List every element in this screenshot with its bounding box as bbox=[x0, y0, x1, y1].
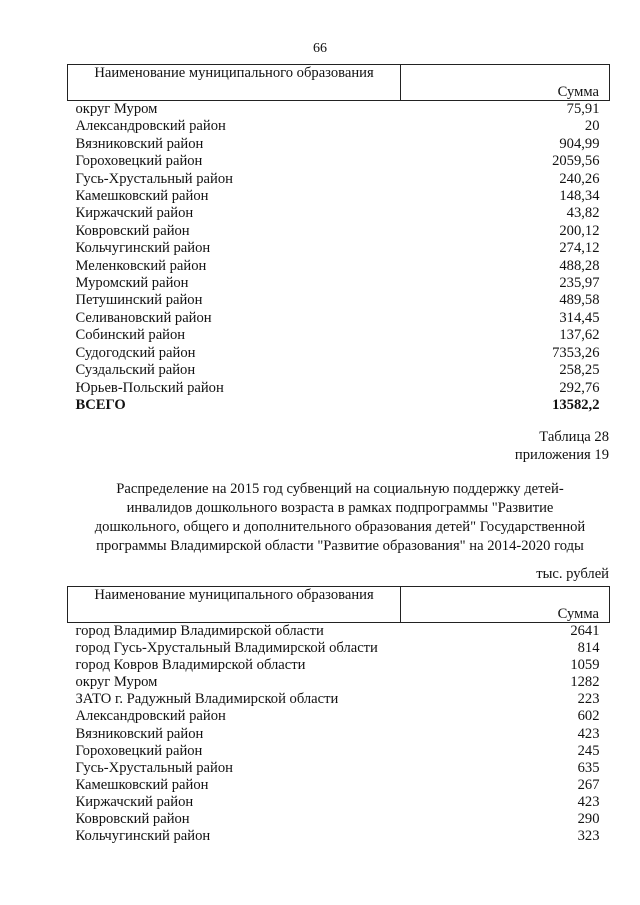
table-row bbox=[68, 657, 610, 674]
heading-line: инвалидов дошкольного возраста в рамках подпрограммы "Развитие bbox=[126, 500, 554, 516]
municipality-name: Юрьев-Польский район bbox=[75, 379, 224, 396]
municipality-name: Меленковский район bbox=[75, 257, 207, 274]
table-row bbox=[68, 327, 610, 344]
table-row bbox=[68, 623, 610, 641]
amount-value: 489,58 bbox=[559, 292, 600, 309]
heading-line: дошкольного, общего и дополнительного образования детей" Государственной bbox=[94, 519, 586, 535]
municipality-name: Гусь-Хрустальный район bbox=[75, 759, 233, 776]
appendix-reference: приложения 19 bbox=[514, 447, 609, 463]
municipality-name: город Владимир Владимирской области bbox=[75, 623, 324, 639]
table-number: Таблица 28 bbox=[539, 429, 609, 445]
page-number: 66 bbox=[313, 41, 327, 56]
municipality-name: Кольчугинский район bbox=[75, 240, 211, 257]
table-row bbox=[68, 811, 610, 828]
municipality-name: Ковровский район bbox=[75, 811, 190, 828]
municipality-name: Гороховецкий район bbox=[75, 742, 203, 759]
table-row bbox=[68, 708, 610, 725]
amount-value: 200,12 bbox=[559, 222, 600, 239]
table-row bbox=[68, 240, 610, 257]
units-label: тыс. рублей bbox=[536, 566, 609, 582]
amount-value: 137,62 bbox=[559, 327, 600, 344]
table-row bbox=[68, 362, 610, 379]
municipality-name: Собинский район bbox=[75, 327, 186, 344]
amount-value: 2059,56 bbox=[552, 153, 600, 170]
column-header-name: Наименование муниципального образования bbox=[68, 65, 401, 101]
table-row bbox=[68, 292, 610, 309]
amount-value: 814 bbox=[577, 640, 600, 657]
municipality-name: округ Муром bbox=[75, 101, 158, 117]
table-row bbox=[68, 101, 610, 119]
table-row bbox=[68, 777, 610, 794]
table-row bbox=[68, 743, 610, 760]
table-body bbox=[68, 623, 610, 846]
amount-value: 43,82 bbox=[566, 205, 600, 222]
table-heading bbox=[60, 480, 620, 556]
amount-value: 2641 bbox=[570, 623, 600, 639]
heading-line: Распределение на 2015 год субвенций на социальную поддержку детей- bbox=[116, 481, 564, 497]
table-row bbox=[68, 691, 610, 708]
municipality-name: Александровский район bbox=[75, 118, 226, 135]
table-row bbox=[68, 258, 610, 275]
amount-value: 292,76 bbox=[559, 379, 600, 396]
municipality-name: Селивановский район bbox=[75, 309, 212, 326]
table-row bbox=[68, 345, 610, 362]
table-caption bbox=[515, 428, 609, 464]
column-header-sum: Сумма bbox=[401, 65, 610, 101]
table-row bbox=[68, 760, 610, 777]
amount-value: 258,25 bbox=[559, 362, 600, 379]
total-label: ВСЕГО bbox=[75, 396, 126, 413]
municipality-name: Вязниковский район bbox=[75, 725, 204, 742]
amount-value: 245 bbox=[577, 742, 600, 759]
table-row bbox=[68, 310, 610, 327]
municipality-name: город Гусь-Хрустальный Владимирской области bbox=[75, 640, 378, 657]
municipality-name: Вязниковский район bbox=[75, 135, 204, 152]
municipality-name: Александровский район bbox=[75, 708, 226, 725]
amount-value: 223 bbox=[577, 691, 600, 708]
table-row bbox=[68, 380, 610, 397]
amount-value: 1059 bbox=[570, 657, 600, 674]
column-header-sum: Сумма bbox=[401, 587, 610, 623]
amount-value: 1282 bbox=[570, 674, 600, 691]
total-row bbox=[68, 397, 610, 414]
amount-value: 314,45 bbox=[559, 309, 600, 326]
municipality-name: Ковровский район bbox=[75, 222, 190, 239]
total-value: 13582,2 bbox=[552, 396, 600, 413]
amount-value: 235,97 bbox=[559, 275, 600, 292]
subsidy-table-2 bbox=[67, 586, 610, 845]
municipality-name: округ Муром bbox=[75, 674, 158, 691]
table-row bbox=[68, 674, 610, 691]
subsidy-table-1 bbox=[67, 64, 610, 414]
table-row bbox=[68, 726, 610, 743]
amount-value: 904,99 bbox=[559, 135, 600, 152]
municipality-name: Кольчугинский район bbox=[75, 828, 211, 845]
table-row bbox=[68, 640, 610, 657]
table-row bbox=[68, 153, 610, 170]
amount-value: 488,28 bbox=[559, 257, 600, 274]
amount-value: 423 bbox=[577, 793, 600, 810]
table-row bbox=[68, 275, 610, 292]
table-body bbox=[68, 101, 610, 415]
table-row bbox=[68, 171, 610, 188]
municipality-name: Киржачский район bbox=[75, 205, 194, 222]
municipality-name: Судогодский район bbox=[75, 344, 196, 361]
municipality-name: ЗАТО г. Радужный Владимирской области bbox=[75, 691, 339, 708]
municipality-name: Муромский район bbox=[75, 275, 189, 292]
municipality-name: Камешковский район bbox=[75, 188, 209, 205]
municipality-name: Петушинский район bbox=[75, 292, 203, 309]
table-row bbox=[68, 794, 610, 811]
municipality-name: город Ковров Владимирской области bbox=[75, 657, 306, 674]
amount-value: 602 bbox=[577, 708, 600, 725]
amount-value: 267 bbox=[577, 776, 600, 793]
column-header-name: Наименование муниципального образования bbox=[68, 587, 401, 623]
amount-value: 274,12 bbox=[559, 240, 600, 257]
table-row bbox=[68, 136, 610, 153]
amount-value: 323 bbox=[577, 828, 600, 845]
table-row bbox=[68, 223, 610, 240]
municipality-name: Камешковский район bbox=[75, 776, 209, 793]
municipality-name: Гороховецкий район bbox=[75, 153, 203, 170]
amount-value: 7353,26 bbox=[552, 344, 600, 361]
heading-line: программы Владимирской области "Развитие образования" на 2014-2020 годы bbox=[96, 538, 584, 554]
municipality-name: Гусь-Хрустальный район bbox=[75, 170, 233, 187]
table-header-row bbox=[68, 65, 610, 101]
table-row bbox=[68, 828, 610, 845]
amount-value: 75,91 bbox=[566, 101, 600, 117]
municipality-name: Киржачский район bbox=[75, 793, 194, 810]
amount-value: 240,26 bbox=[559, 170, 600, 187]
table-header-row bbox=[68, 587, 610, 623]
table-row bbox=[68, 118, 610, 135]
municipality-name: Суздальский район bbox=[75, 362, 196, 379]
amount-value: 423 bbox=[577, 725, 600, 742]
amount-value: 20 bbox=[584, 118, 600, 135]
amount-value: 290 bbox=[577, 811, 600, 828]
amount-value: 635 bbox=[577, 759, 600, 776]
table-row bbox=[68, 188, 610, 205]
amount-value: 148,34 bbox=[559, 188, 600, 205]
table-row bbox=[68, 205, 610, 222]
